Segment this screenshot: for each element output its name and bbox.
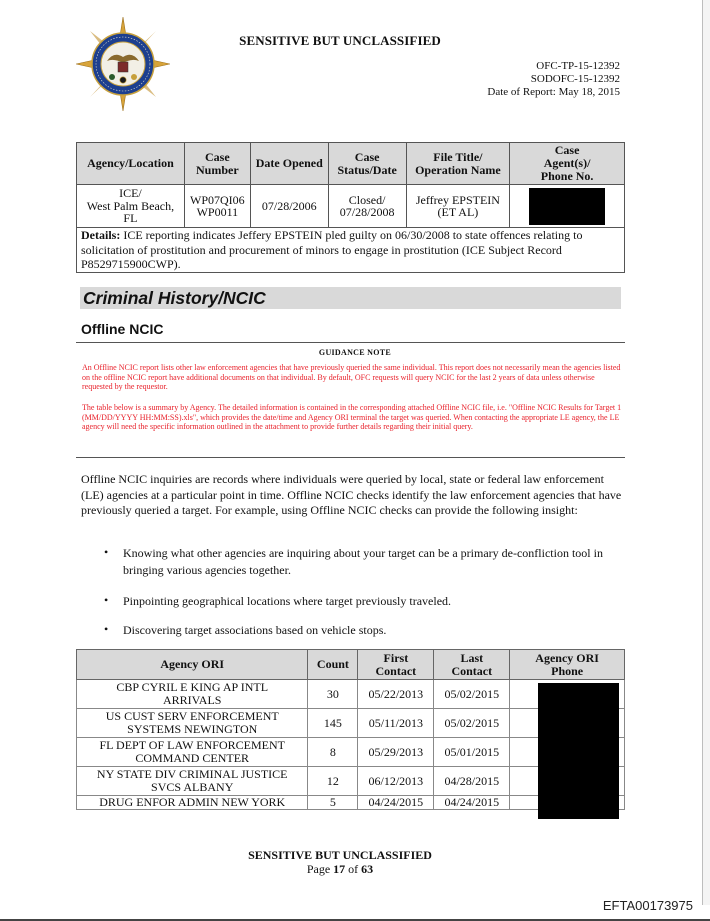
cell-agency: CBP CYRIL E KING AP INTL ARRIVALS: [77, 680, 308, 709]
cell-count: 30: [308, 680, 358, 709]
cell-first-contact: 05/11/2013: [358, 709, 434, 738]
bullet-icon: •: [104, 622, 109, 636]
cell-agency: FL DEPT OF LAW ENFORCEMENT COMMAND CENTER: [77, 738, 308, 767]
col-case-number: Case Number: [184, 143, 250, 185]
header-classification: SENSITIVE BUT UNCLASSIFIED: [239, 33, 441, 48]
details-text: ICE reporting indicates Jeffery EPSTEIN pled guilty on 06/30/2008 to state offences relating to solicitation of prostitution and procurement of minors to engage in prostitution (ICE Subject Record P8529715900CWP).: [81, 228, 583, 272]
guidance-top-rule: [76, 342, 625, 343]
cell-case-number: WP07QI06 WP0011: [184, 185, 250, 228]
viewer-gutter: [703, 0, 710, 905]
cell-last-contact: 04/24/2015: [434, 796, 510, 810]
cell-file-title: Jeffrey EPSTEIN (ET AL): [406, 185, 510, 228]
intro-paragraph: Offline NCIC inquiries are records where individuals were queried by local, state or federal law enforcement (LE) agencies at a particular point in time. Offline NCIC checks identify the law enforcement agencies that have previously queried a target. For example, using Offline NCIC checks can provide the following insight:: [81, 472, 622, 518]
table-row: [77, 185, 625, 228]
cell-agency-location: ICE/ West Palm Beach, FL: [77, 185, 185, 228]
document-id: EFTA00173975: [602, 898, 693, 913]
cell-first-contact: 05/22/2013: [358, 680, 434, 709]
bullet-item: Knowing what other agencies are inquiring about your target can be a primary de-confliction tool in bringing various agencies together.: [123, 546, 603, 577]
case-table-header: [77, 143, 625, 185]
cell-case-agent: [510, 185, 625, 228]
col-case-status: Case Status/Date: [328, 143, 406, 185]
bullet-icon: •: [104, 545, 109, 559]
bullet-icon: •: [104, 593, 109, 607]
cell-count: 145: [308, 709, 358, 738]
details-label: Details:: [81, 228, 121, 243]
col-agency-ori: Agency ORI: [77, 650, 308, 680]
cell-first-contact: 06/12/2013: [358, 767, 434, 796]
cell-count: 12: [308, 767, 358, 796]
cell-last-contact: 05/02/2015: [434, 680, 510, 709]
case-table: [76, 142, 625, 273]
guidance-paragraph-1: An Offline NCIC report lists other law enforcement agencies that have previously queried the same individual. This report does not necessarily mean the agencies listed on the offline NCIC report have additional documents on that individual. By default, OFC requests will query NCIC for the last 2 years of data unless otherwise requested by the requestor.: [82, 363, 621, 392]
page-number: Page 17 of 63: [306, 862, 374, 876]
cell-agency: DRUG ENFOR ADMIN NEW YORK: [77, 796, 308, 810]
cell-last-contact: 05/01/2015: [434, 738, 510, 767]
cell-count: 5: [308, 796, 358, 810]
details-row: [77, 228, 625, 273]
case-details: [77, 228, 625, 273]
col-count: Count: [308, 650, 358, 680]
section-title: Criminal History/NCIC: [83, 288, 266, 308]
redaction-box: [538, 683, 619, 819]
guidance-title: GUIDANCE NOTE: [318, 348, 392, 357]
redaction-box: [529, 188, 605, 225]
report-references: [487, 60, 620, 99]
guidance-bottom-rule: [76, 457, 625, 458]
page-edge: [702, 0, 703, 905]
col-case-agent: Case Agent(s)/ Phone No.: [510, 143, 625, 185]
col-last-contact: Last Contact: [434, 650, 510, 680]
cell-case-status: Closed/ 07/28/2008: [328, 185, 406, 228]
cell-first-contact: 04/24/2015: [358, 796, 434, 810]
col-agency-location: Agency/Location: [77, 143, 185, 185]
bullet-item: Pinpointing geographical locations where target previously traveled.: [123, 594, 452, 608]
bullet-item: Discovering target associations based on vehicle stops.: [123, 623, 387, 637]
guidance-paragraph-2: The table below is a summary by Agency. The detailed information is contained in the corresponding attached Offline NCIC file, i.e. "Offline NCIC Results for Target 1 (MM/DD/YYYY HH:MM:SS).xls", which provides the date/time and Agency ORI terminal the target was queried. When contacting the appropriate LE agency, the LE agency will need the specific information outlined in the attachment to provide further details regarding their initial query.: [82, 403, 622, 432]
ncic-table-header: [77, 650, 625, 680]
cell-last-contact: 05/02/2015: [434, 709, 510, 738]
cell-count: 8: [308, 738, 358, 767]
sodofc-number: SODOFC-15-12392: [530, 73, 620, 85]
cell-date-opened: 07/28/2006: [250, 185, 328, 228]
agency-seal-icon: [76, 17, 170, 111]
col-first-contact: First Contact: [358, 650, 434, 680]
cell-last-contact: 04/28/2015: [434, 767, 510, 796]
subsection-title: Offline NCIC: [81, 321, 164, 337]
cell-agency: US CUST SERV ENFORCEMENT SYSTEMS NEWINGTON: [77, 709, 308, 738]
col-date-opened: Date Opened: [250, 143, 328, 185]
col-agency-ori-phone: Agency ORI Phone: [510, 650, 625, 680]
footer-classification: SENSITIVE BUT UNCLASSIFIED: [248, 848, 432, 862]
col-file-title: File Title/ Operation Name: [406, 143, 510, 185]
cell-first-contact: 05/29/2013: [358, 738, 434, 767]
ofc-tp-number: OFC-TP-15-12392: [536, 60, 620, 72]
cell-agency: NY STATE DIV CRIMINAL JUSTICE SVCS ALBANY: [77, 767, 308, 796]
report-date: Date of Report: May 18, 2015: [487, 86, 620, 98]
